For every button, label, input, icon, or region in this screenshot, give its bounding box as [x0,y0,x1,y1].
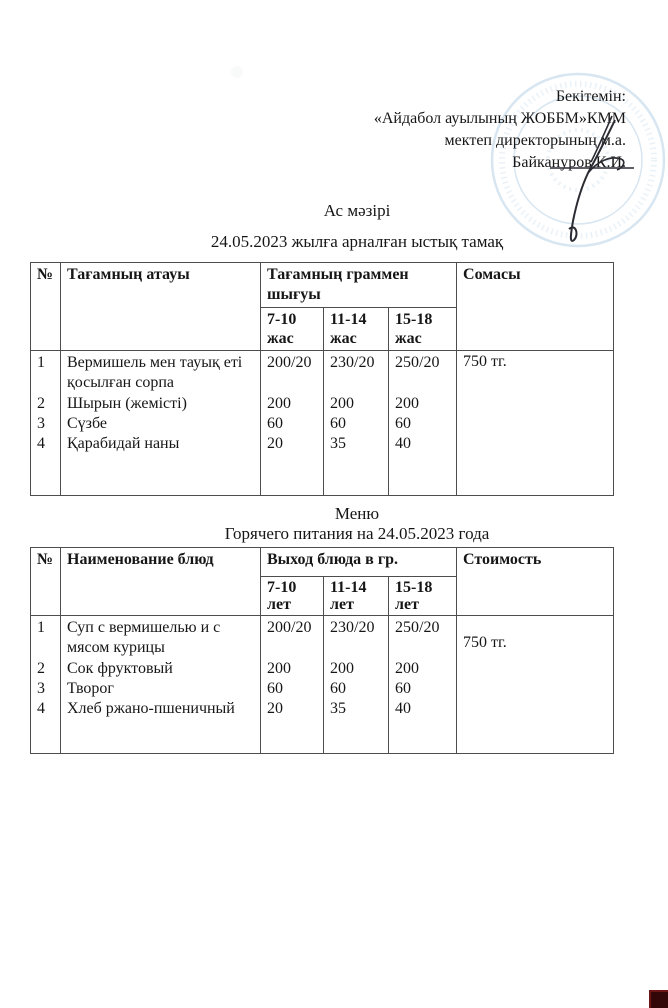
cell-weights-age-1 [261,351,324,496]
dish-name: Сок фруктовый [67,660,173,677]
weight-value: 200 [395,395,419,412]
item-number: 4 [37,700,45,717]
col-header-price: Стоимость [457,548,614,616]
approval-line: Бекітемін: [555,88,626,105]
dish-name: Вермишель мен тауық еті қосылған сорпа [67,354,243,391]
menu-title-ru [23,504,668,544]
weight-value: 200 [267,660,291,677]
cell-item-numbers [31,616,61,754]
approval-line: мектеп директорының м.а. [444,132,626,149]
item-number: 4 [37,435,45,452]
item-number: 3 [37,415,45,432]
weight-value: 60 [330,680,346,697]
weight-value: 200 [267,395,291,412]
weight-value: 60 [330,415,346,432]
col-header-age-2: 11-14 жас [324,308,389,351]
cell-weights-age-2 [324,351,389,496]
weight-value: 230/20 [330,619,375,636]
col-header-age-3: 15-18 лет [389,577,457,616]
weight-value: 20 [267,700,283,717]
dish-name: Қарабидай наны [67,435,180,452]
item-number: 2 [37,395,45,412]
col-header-weight-group: Выход блюда в гр. [261,548,457,577]
weight-value: 200/20 [267,354,312,371]
col-header-age-1: 7-10 жас [261,308,324,351]
weight-value: 200 [330,660,354,677]
col-header-number: № [31,263,61,351]
dish-name: Творог [67,680,114,697]
col-header-age-1: 7-10 лет [261,577,324,616]
scan-artifact-dot [231,66,243,78]
col-header-price: Сомасы [457,263,614,351]
cell-total-price: 750 тг. [457,351,614,496]
cell-dish-names [61,616,261,754]
cell-total-price: 750 тг. [457,616,614,754]
cell-weights-age-3 [389,616,457,754]
col-header-age-3: 15-18 жас [389,308,457,351]
approval-line: Байкануров К.И. [512,154,626,171]
page-title: Меню [334,504,380,523]
cell-weights-age-2 [324,616,389,754]
menu-table-ru [30,547,614,754]
weight-value: 20 [267,435,283,452]
weight-value: 230/20 [330,354,375,371]
weight-value: 35 [330,435,346,452]
col-header-dish-name: Наименование блюд [61,548,261,616]
dish-name: Шырын (жемісті) [67,395,187,412]
approval-line: «Айдабол ауылының ЖОББМ»КММ [373,110,626,127]
item-number: 1 [37,619,45,636]
dish-name: Хлеб ржано-пшеничный [67,700,235,717]
col-header-number: № [31,548,61,616]
weight-value: 60 [267,680,283,697]
weight-value: 250/20 [395,619,440,636]
menu-table-kk [30,262,614,496]
item-number: 2 [37,660,45,677]
item-number: 1 [37,354,45,371]
dish-name: Сүзбе [67,415,108,432]
dish-name: Суп с вермишелью и с мясом курицы [67,619,221,656]
weight-value: 40 [395,700,411,717]
page-title: Ас мәзірі [323,201,391,220]
col-header-age-2: 11-14 лет [324,577,389,616]
weight-value: 250/20 [395,354,440,371]
weight-value: 40 [395,435,411,452]
weight-value: 200 [330,395,354,412]
cell-dish-names [61,351,261,496]
menu-title-kk [23,201,668,252]
corner-scan-artifact [649,990,668,1008]
col-header-dish-name: Тағамның атауы [61,263,261,351]
cell-weights-age-1 [261,616,324,754]
weight-value: 35 [330,700,346,717]
weight-value: 200 [395,660,419,677]
col-header-weight-group: Тағамның граммен шығуы [261,263,457,308]
weight-value: 200/20 [267,619,312,636]
weight-value: 60 [267,415,283,432]
weight-value: 60 [395,680,411,697]
item-number: 3 [37,680,45,697]
cell-weights-age-3 [389,351,457,496]
page-subtitle: Горячего питания на 24.05.2023 года [224,524,490,543]
cell-item-numbers [31,351,61,496]
page-subtitle: 24.05.2023 жылға арналған ыстық тамақ [210,232,504,251]
weight-value: 60 [395,415,411,432]
